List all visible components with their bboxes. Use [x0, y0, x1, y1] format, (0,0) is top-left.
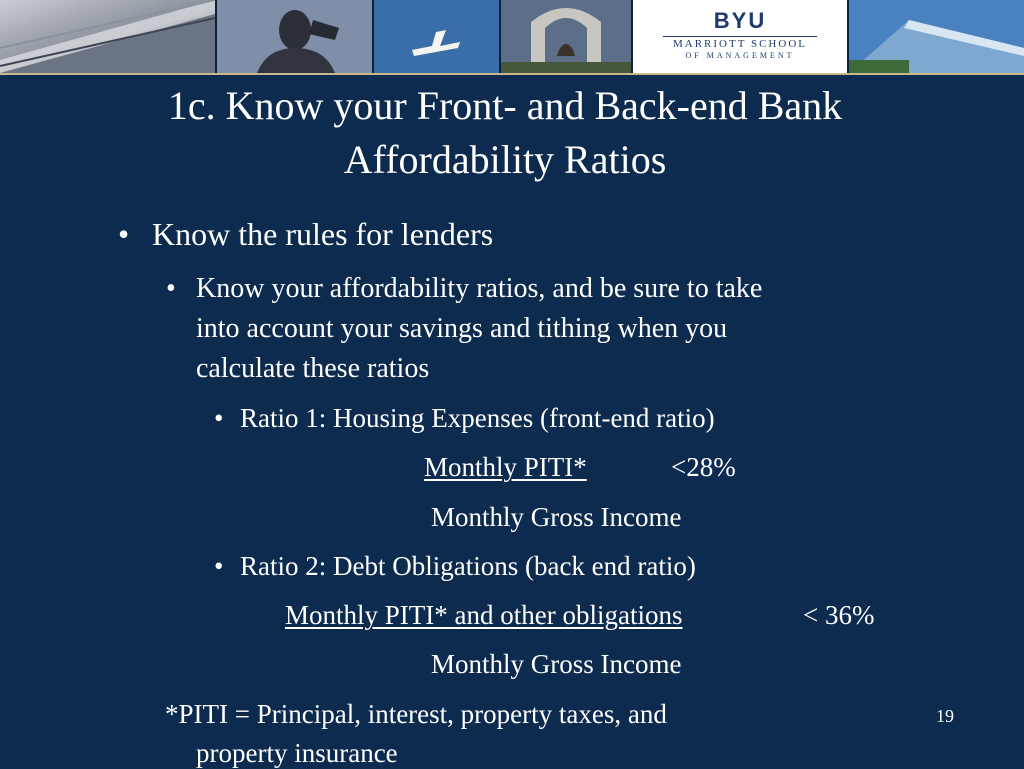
header-banner — [0, 0, 1024, 75]
ratio-2-numerator: Monthly PITI* and other obligations — [285, 600, 683, 630]
ratio-1-label: Ratio 1: Housing Expenses (front-end ratio) — [240, 403, 715, 433]
building-photo — [0, 0, 215, 73]
ratio-2-limit: < 36% — [803, 600, 875, 630]
bullet-2-text-line3: calculate these ratios — [196, 353, 430, 384]
slide-title-line1: 1c. Know your Front- and Back-end Bank — [167, 83, 843, 128]
bullet-1-text: Know the rules for lenders — [152, 216, 494, 252]
footnote-line1: *PITI = Principal, interest, property taxes, and — [165, 699, 667, 729]
page-number: 19 — [936, 706, 954, 726]
ratio-2-marker: • — [214, 551, 224, 581]
ratio-1-limit: <28% — [671, 452, 736, 482]
logo-school-text: MARRIOTT SCHOOL — [672, 38, 807, 50]
y-mountain-photo — [374, 0, 499, 73]
logo-byu-text: BYU — [713, 8, 767, 33]
byu-marriott-logo — [633, 0, 847, 73]
slide-title-line2: Affordability Ratios — [343, 137, 667, 182]
ratio-1-marker: • — [214, 403, 224, 433]
ratio-1-numerator: Monthly PITI* — [424, 452, 587, 482]
ratio-2-denominator: Monthly Gross Income — [431, 649, 682, 679]
ratio-2-label: Ratio 2: Debt Obligations (back end ratio) — [240, 551, 696, 581]
bullet-1-marker: • — [118, 216, 130, 252]
ratio-1-denominator: Monthly Gross Income — [431, 502, 682, 532]
bullet-2-text-line1: Know your affordability ratios, and be sure to take — [196, 273, 763, 304]
footnote-line2: property insurance — [196, 738, 398, 768]
glass-building-photo — [849, 0, 1024, 73]
logo-rule — [663, 36, 817, 37]
banner-divider — [0, 73, 1024, 75]
bullet-2-marker: • — [166, 273, 176, 304]
statue-photo — [217, 0, 372, 73]
bullet-2-text-line2: into account your savings and tithing when you — [196, 313, 728, 344]
bell-tower-photo — [501, 0, 631, 73]
logo-management-text: OF MANAGEMENT — [685, 51, 795, 60]
